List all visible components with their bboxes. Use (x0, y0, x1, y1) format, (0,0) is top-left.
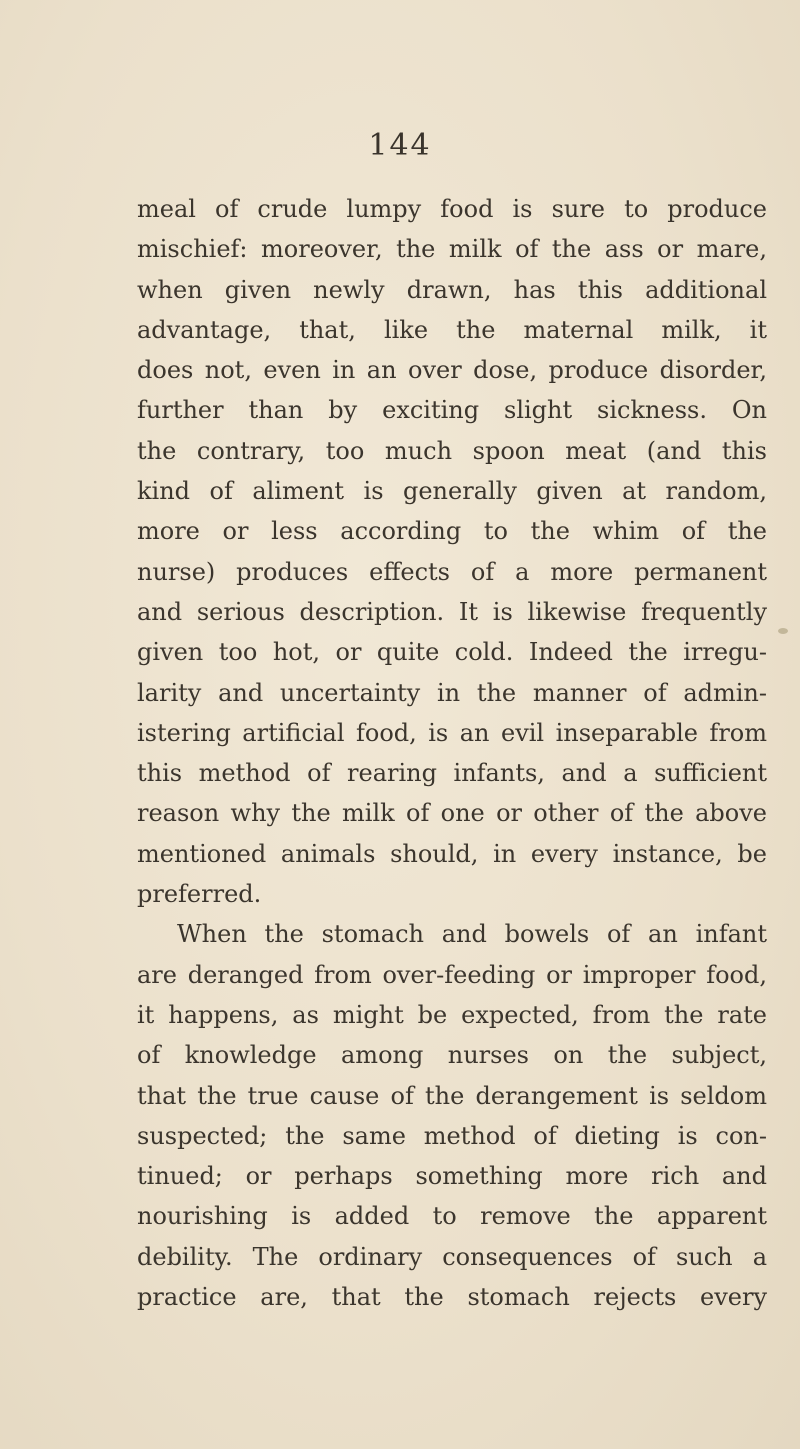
text-line: nurse) produces effects of a more permanent (137, 557, 767, 586)
margin-ink-spot (778, 628, 788, 634)
text-line: kind of aliment is generally given at random, (137, 477, 767, 506)
text-line: given too hot, or quite cold. Indeed the irregu- (137, 638, 767, 667)
text-line: of knowledge among nurses on the subject, (137, 1041, 767, 1070)
text-line: more or less according to the whim of the (137, 517, 767, 546)
text-line: meal of crude lumpy food is sure to produce (137, 195, 767, 223)
text-line: tinued; or perhaps something more rich and (137, 1162, 767, 1191)
text-line: larity and uncertainty in the manner of admin- (137, 678, 767, 707)
text-line: reason why the milk of one or other of the above (137, 799, 767, 828)
text-line: when given newly drawn, has this additional (137, 275, 767, 304)
body-text (137, 189, 767, 1317)
text-line: advantage, that, like the maternal milk, it (137, 315, 767, 344)
text-line: mentioned animals should, in every instance, be (137, 839, 767, 868)
text-line: it happens, as might be expected, from the rate (137, 1000, 767, 1029)
text-line: and serious description. It is likewise frequently (137, 597, 767, 626)
text-line: this method of rearing infants, and a sufficient (137, 759, 767, 788)
paragraph-start-line: When the stomach and bowels of an infant (177, 920, 767, 949)
text-line: debility. The ordinary consequences of such a (137, 1242, 767, 1271)
text-line: mischief: moreover, the milk of the ass or mare, (137, 235, 767, 264)
text-line: nourishing is added to remove the apparent (137, 1202, 767, 1231)
paragraph-end-line: preferred. (137, 880, 262, 909)
text-line: istering artificial food, is an evil inseparable from (137, 718, 767, 747)
text-line: are deranged from over-feeding or improper food, (137, 960, 767, 989)
text-line: does not, even in an over dose, produce disorder, (137, 356, 767, 385)
text-line: the contrary, too much spoon meat (and this (137, 436, 767, 465)
text-line: practice are, that the stomach rejects every (137, 1283, 767, 1312)
text-line: that the true cause of the derangement is seldom (137, 1081, 767, 1110)
page-number: 144 (368, 128, 432, 163)
text-line: further than by exciting slight sickness. On (137, 396, 767, 425)
text-line: suspected; the same method of dieting is con- (137, 1121, 767, 1150)
